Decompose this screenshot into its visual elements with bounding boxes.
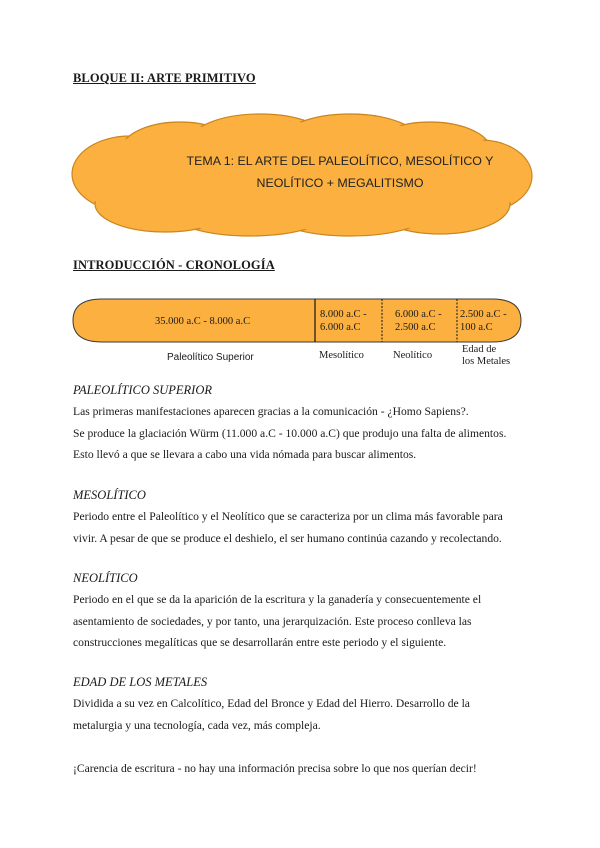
- topic-line-2: NEOLÍTICO + MEGALITISMO: [256, 176, 424, 190]
- timeline-caption-mesolitico: Mesolítico: [319, 350, 364, 361]
- paragraph-line: metalurgia y una tecnología, cada vez, más compleja.: [73, 718, 321, 732]
- section-title-neolitico: NEOLÍTICO: [73, 571, 138, 585]
- timeline-caption-neolitico: Neolítico: [393, 350, 433, 361]
- section-title-mesolitico: MESOLÍTICO: [73, 488, 146, 502]
- intro-title: INTRODUCCIÓN - CRONOLOGÍA: [73, 258, 275, 272]
- closing-note: ¡Carencia de escritura - no hay una información precisa sobre lo que nos querían decir!: [73, 762, 477, 775]
- section-body-metales: [73, 693, 533, 736]
- timeline-range-paleolitico: 35.000 a.C - 8.000 a.C: [155, 316, 251, 327]
- section-body-neolitico: [73, 589, 533, 654]
- timeline-bar: [72, 298, 522, 343]
- section-title-paleolitico: PALEOLÍTICO SUPERIOR: [73, 383, 213, 397]
- paragraph-line: Dividida a su vez en Calcolítico, Edad del Bronce y Edad del Hierro. Desarrollo de la: [73, 697, 470, 710]
- paragraph-line: Las primeras manifestaciones aparecen gracias a la comunicación - ¿Homo Sapiens?.: [73, 405, 469, 418]
- paragraph-line: construcciones megalíticas que se desarrollarán entre este periodo y el siguiente.: [73, 636, 447, 649]
- timeline-range-metales: 2.500 a.C - 100 a.C: [460, 309, 507, 333]
- paragraph-line: vivir. A pesar de que se produce el deshielo, el ser humano continúa cazando y recolectando.: [73, 531, 502, 545]
- timeline-range-neolitico: 6.000 a.C - 2.500 a.C: [395, 309, 442, 333]
- section-title-metales: EDAD DE LOS METALES: [73, 675, 208, 689]
- block-title: BLOQUE II: ARTE PRIMITIVO: [73, 71, 256, 85]
- section-body-paleolitico: [73, 401, 533, 466]
- paragraph-line: asentamiento de sociedades, y por tanto, una jerarquización. Este proceso conlleva las: [73, 614, 472, 628]
- paragraph-line: Periodo en el que se da la aparición de la escritura y la ganadería y consecuentemente el: [73, 593, 482, 606]
- paragraph-line: Esto llevó a que se llevara a cabo una vida nómada para buscar alimentos.: [73, 448, 417, 461]
- timeline-caption-metales: Edad de los Metales: [462, 344, 511, 367]
- paragraph-line: Se produce la glaciación Würm (11.000 a.C - 10.000 a.C) que produjo una falta de alimentos.: [73, 426, 507, 440]
- paragraph-line: Periodo entre el Paleolítico y el Neolítico que se caracteriza por un clima más favorable para: [73, 510, 503, 523]
- timeline-caption-paleolitico: Paleolítico Superior: [167, 352, 254, 363]
- timeline-range-mesolitico: 8.000 a.C - 6.000 a.C: [320, 309, 367, 333]
- topic-line-1: TEMA 1: EL ARTE DEL PALEOLÍTICO, MESOLÍTICO Y: [186, 154, 494, 168]
- topic-cloud-text: [150, 150, 530, 194]
- section-body-mesolitico: [73, 506, 533, 549]
